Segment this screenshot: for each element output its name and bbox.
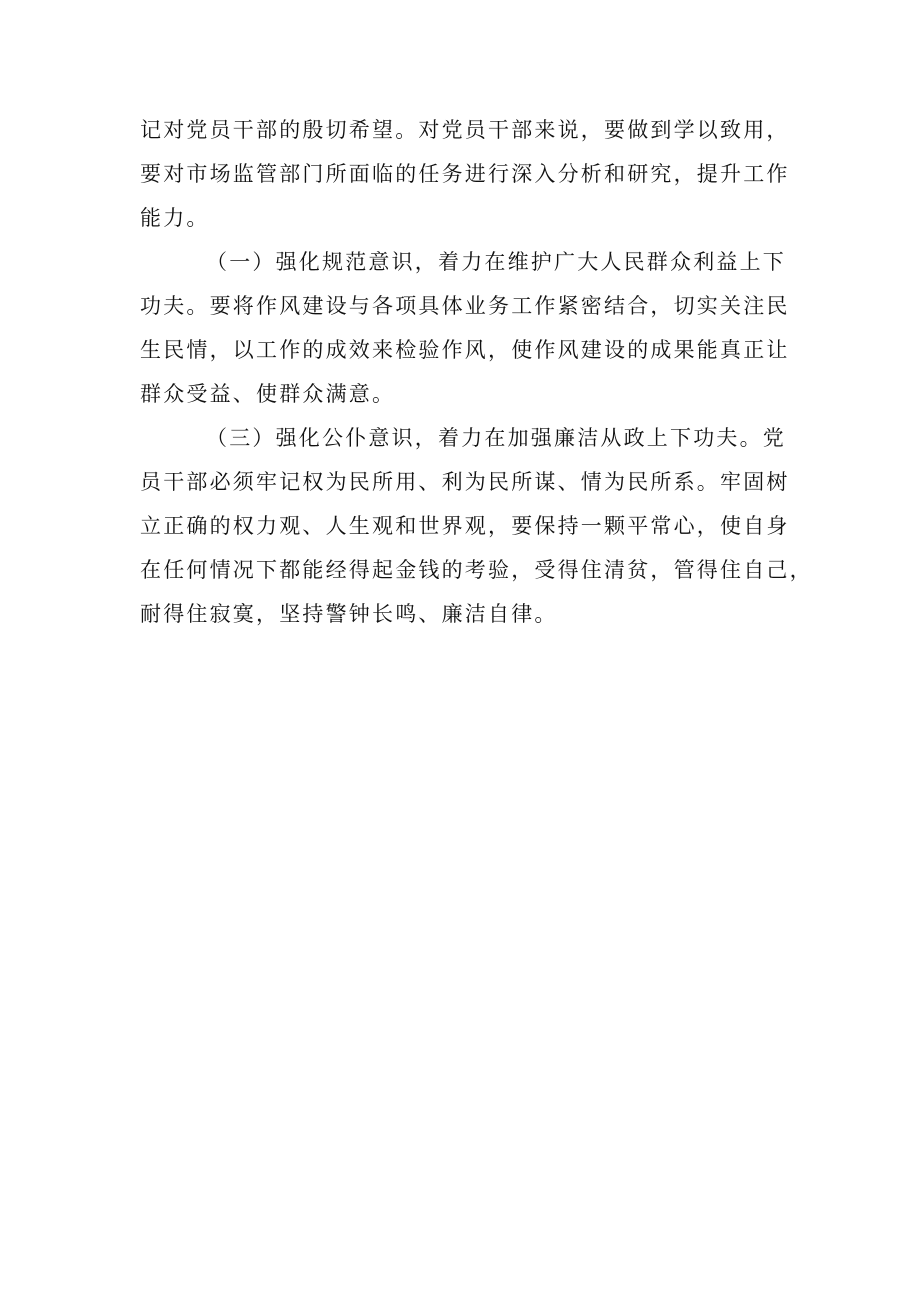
text-line: 在任何情况下都能经得起金钱的考验，受得住清贫，管得住自己，	[140, 558, 813, 582]
text-line: 耐得住寂寞，坚持警钟长鸣、廉洁自律。	[140, 602, 558, 626]
document-body	[140, 108, 813, 636]
text-line: 能力。	[140, 206, 210, 230]
text-line: （三）强化公仆意识，着力在加强廉洁从政上下功夫。党	[206, 426, 786, 450]
text-line: 记对党员干部的殷切希望。对党员干部来说，要做到学以致用，	[140, 118, 790, 142]
text-line: 要对市场监管部门所面临的任务进行深入分析和研究，提升工作	[140, 162, 790, 186]
text-line: 群众受益、使群众满意。	[140, 382, 396, 406]
paragraph-section-three	[140, 416, 813, 636]
text-line: 员干部必须牢记权为民所用、利为民所谋、情为民所系。牢固树	[140, 470, 790, 494]
text-line: 立正确的权力观、人生观和世界观，要保持一颗平常心，使自身	[140, 514, 790, 538]
text-line: 功夫。要将作风建设与各项具体业务工作紧密结合，切实关注民	[140, 294, 790, 318]
text-line: 生民情，以工作的成效来检验作风，使作风建设的成果能真正让	[140, 338, 790, 362]
text-line: （一）强化规范意识，着力在维护广大人民群众利益上下	[206, 250, 786, 274]
paragraph-section-one	[140, 240, 790, 416]
paragraph-continuation	[140, 108, 790, 240]
